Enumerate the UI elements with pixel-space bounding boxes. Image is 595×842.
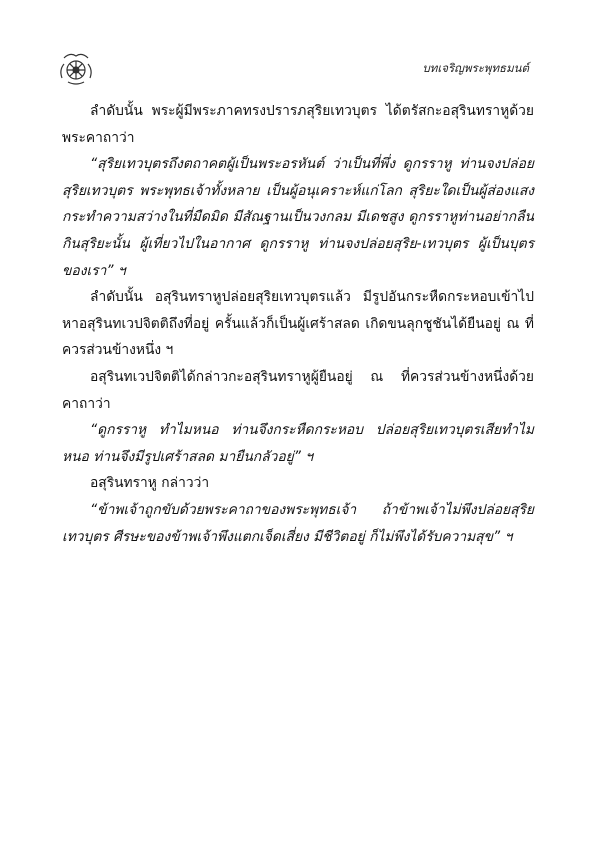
body-text (62, 98, 534, 550)
quote-paragraph: “สุริยเทวบุตรถึงตถาคตผู้เป็นพระอรหันต์ ว่าเป็นที่พึ่ง ดูกรราหู ท่านจงปล่อยสุริยเทวบุตร พระพุทธเจ้าทั้งหลาย เป็นผู้อนุเคราะห์แก่โลก สุริยะใดเป็นผู้ส่องแสง กระทำความสว่างในที่มืดมิด มีสัณฐานเป็นวงกลม มีเดชสูง ดูกรราหูท่านอย่ากลืนกินสุริยะนั้น ผู้เที่ยวไปในอากาศ ดูกรราหู ท่านจงปล่อยสุริย-เทวบุตร ผู้เป็นบุตรของเรา” ฯ (62, 156, 534, 279)
paragraph: ลำดับนั้น อสุรินทราหูปล่อยสุริยเทวบุตรแล้ว มีรูปอันกระหืดกระหอบเข้าไปหาอสุรินทเวปจิตติถึงที่อยู่ ครั้นแล้วก็เป็นผู้เศร้าสลด เกิดขนลุกชูชันได้ยืนอยู่ ณ ที่ควรส่วนข้างหนึ่ง ฯ (62, 289, 534, 359)
running-header-title: บทเจริญพระพุทธมนต์ (422, 61, 529, 75)
quote-paragraph: “ดูกรราหู ทำไมหนอ ท่านจึงกระหืดกระหอบ ปล่อยสุริยเทวบุตรเสียทำไมหนอ ท่านจึงมีรูปเศร้าสลด มายืนกลัวอยู่” ฯ (62, 422, 534, 465)
quote-paragraph: “ข้าพเจ้าถูกขับด้วยพระคาถาของพระพุทธเจ้า ถ้าข้าพเจ้าไม่พึงปล่อยสุริยเทวบุตร ศีรษะของข้าพเจ้าพึงแตกเจ็ดเสี่ยง มีชีวิตอยู่ ก็ไม่พึงได้รับความสุข” ฯ (62, 501, 534, 545)
dharma-wheel-emblem-icon (56, 50, 96, 86)
paragraph: อสุรินทเวปจิตติได้กล่าวกะอสุรินทราหูผู้ยืนอยู่ ณ ที่ควรส่วนข้างหนึ่งด้วยคาถาว่า (62, 368, 534, 412)
paragraph: อสุรินทราหู กล่าวว่า (90, 475, 210, 492)
paragraph: ลำดับนั้น พระผู้มีพระภาคทรงปรารภสุริยเทวบุตร ได้ตรัสกะอสุรินทราหูด้วยพระคาถาว่า (62, 103, 534, 146)
